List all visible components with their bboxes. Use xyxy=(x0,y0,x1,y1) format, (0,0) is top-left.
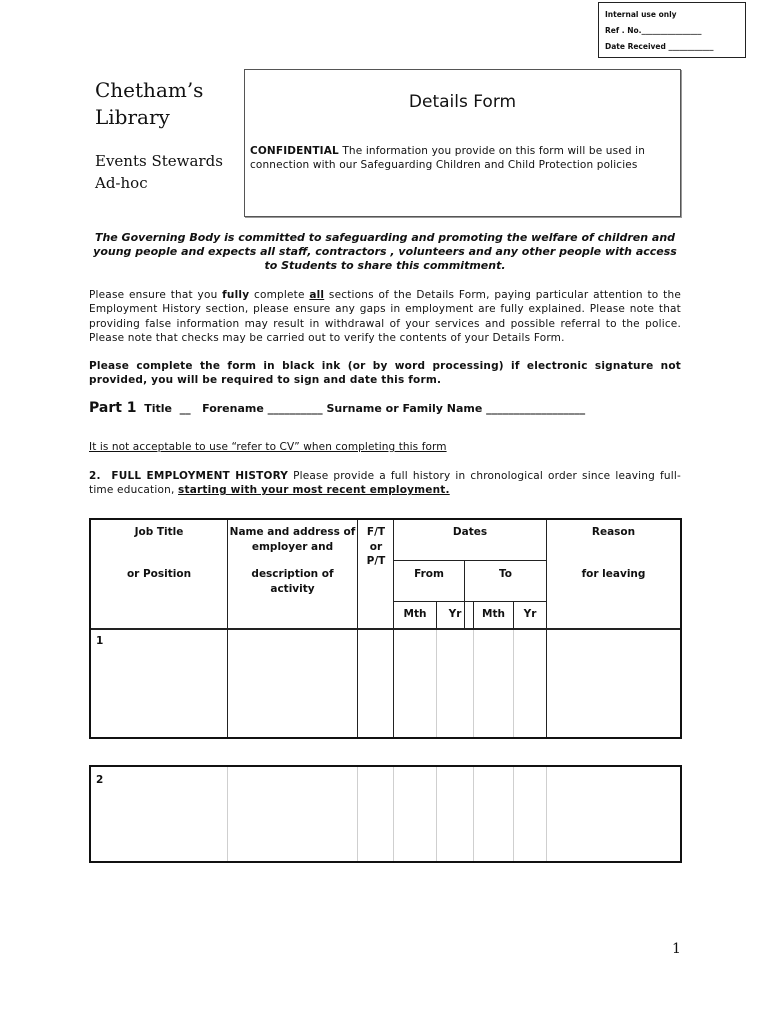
to-month-header: Mth xyxy=(482,608,505,620)
forename-field[interactable]: Forename __________ xyxy=(202,402,327,415)
form-title: Details Form xyxy=(408,92,517,112)
cv-note: It is not acceptable to use “refer to CV” when completing this form xyxy=(89,441,447,453)
section-text: Please provide a full history in chronological order since leaving full-time education, xyxy=(89,470,681,497)
reason-header: Reason xyxy=(591,526,636,538)
row-number-1: 1 xyxy=(96,635,104,647)
confidential-text: The information you provide on this form will be used in connection with our Safeguarding Children and Child Protection policies xyxy=(250,145,645,171)
from-month-header: Mth xyxy=(403,608,427,620)
employment-row-2 xyxy=(89,765,682,863)
employment-history-table xyxy=(89,518,682,739)
section-heading: FULL EMPLOYMENT HISTORY xyxy=(100,470,289,482)
part1-label: Part 1 xyxy=(89,400,137,416)
to-year-header: Yr xyxy=(523,608,537,620)
internal-use-box xyxy=(598,2,746,58)
or-position-header: or Position xyxy=(126,568,192,580)
page-number: 1 xyxy=(672,941,681,957)
section-number: 2. xyxy=(89,470,101,482)
title-field[interactable]: Title __ xyxy=(136,402,203,415)
internal-use-heading: Internal use only xyxy=(605,10,677,19)
employment-history-intro xyxy=(89,469,681,498)
to-header: To xyxy=(499,568,512,580)
ft-pt-header: F/T or P/T xyxy=(366,526,386,567)
activity-header: description of activity xyxy=(251,568,334,595)
fully-emphasis: fully xyxy=(222,289,250,301)
from-year-header: Yr xyxy=(448,608,462,620)
from-header: From xyxy=(414,568,444,580)
library-name: Chetham’s Library xyxy=(95,78,204,129)
job-title-header: Job Title xyxy=(134,526,184,538)
instructions-paragraph: Please ensure that you fully complete all sections of the Details Form, paying particular attention to the Employment History section, please ensure any gaps in employment are fully explained. Please note that providing false information may result in withdrawal of your services and possible referral to the police. Please note that checks may be carried out to verify the contents of your Details Form. xyxy=(89,289,681,344)
ink-instruction: Please complete the form in black ink (or by word processing) if electronic signature not provided, you will be required to sign and date this form. xyxy=(89,360,681,387)
for-leaving-header: for leaving xyxy=(581,568,646,580)
reference-number-field[interactable]: Ref . No.________________ xyxy=(605,26,702,35)
row-number-2: 2 xyxy=(96,774,104,786)
confidential-notice xyxy=(250,144,676,172)
part1-name-line xyxy=(89,400,585,416)
employer-header: Name and address of employer and xyxy=(229,526,356,553)
all-emphasis: all xyxy=(309,289,325,301)
dates-header: Dates xyxy=(452,526,488,538)
role-title: Events Stewards Ad-hoc xyxy=(95,152,223,192)
surname-field[interactable]: Surname or Family Name __________________ xyxy=(326,402,586,415)
section-emphasis: starting with your most recent employment. xyxy=(178,484,450,497)
confidential-label: CONFIDENTIAL xyxy=(250,145,339,157)
date-received-field[interactable]: Date Received ____________ xyxy=(605,42,714,51)
safeguarding-commitment: The Governing Body is committed to safeguarding and promoting the welfare of children and young people and expects all staff, contractors , volunteers and any other people with access to Students to share this commitment. xyxy=(93,231,677,272)
details-form-box xyxy=(244,69,681,217)
